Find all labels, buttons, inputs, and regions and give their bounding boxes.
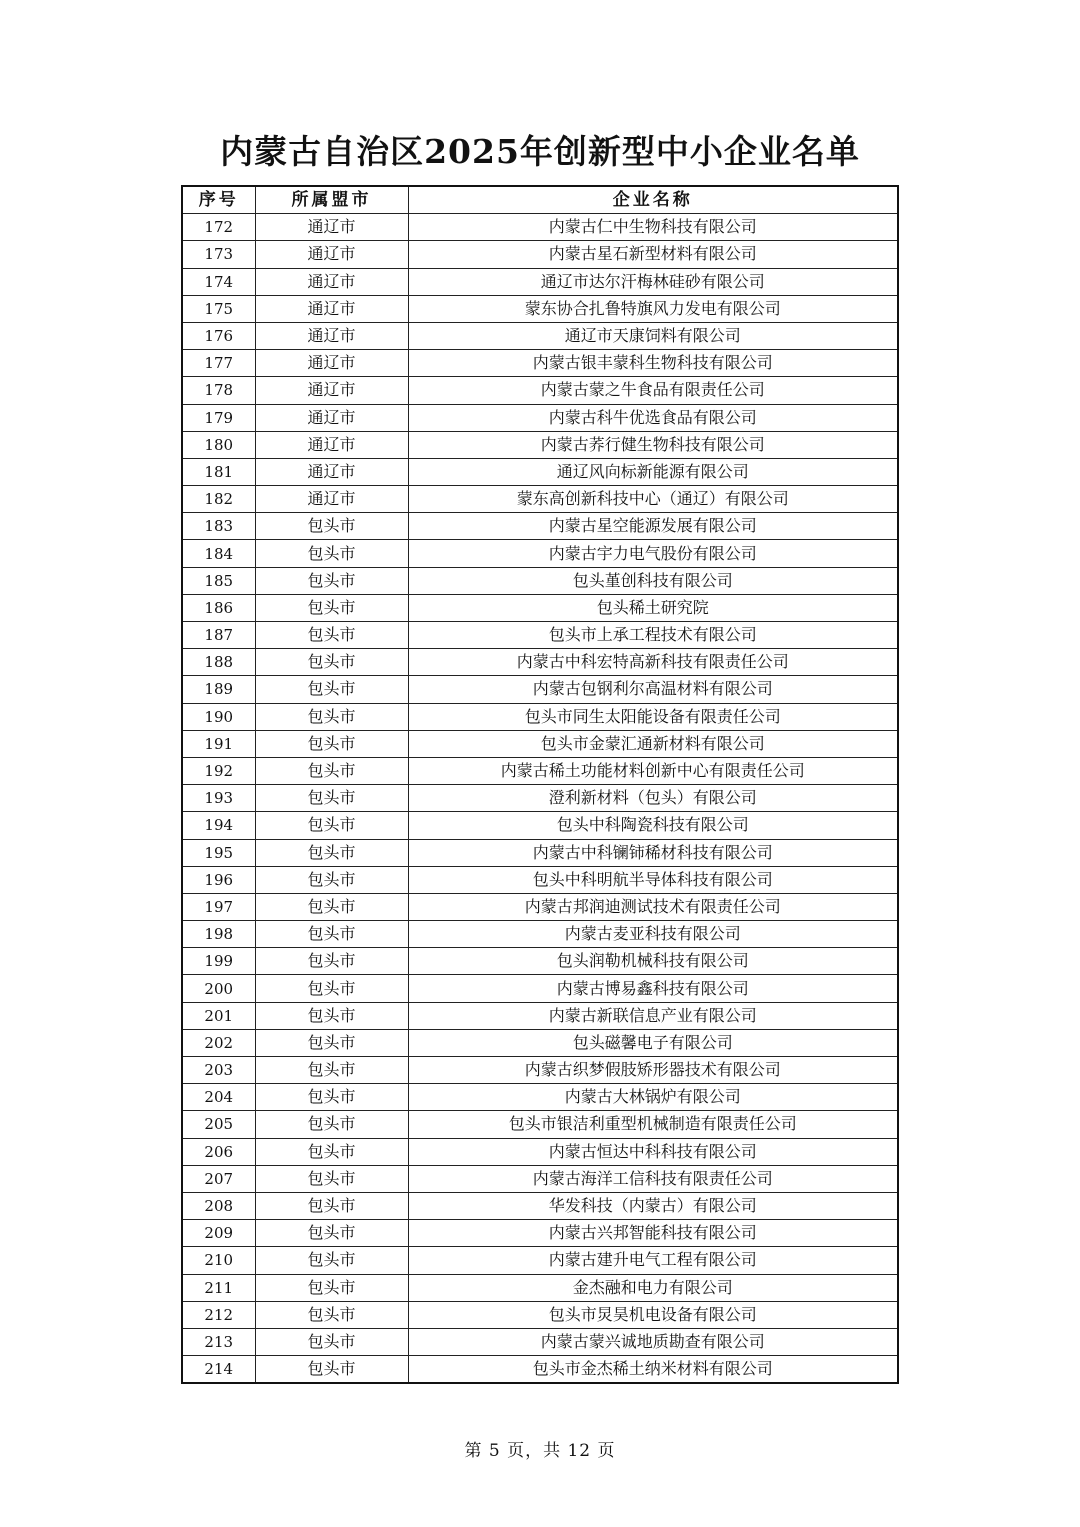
- cell-company: 通辽风向标新能源有限公司: [408, 458, 898, 485]
- cell-city: 包头市: [255, 676, 408, 703]
- cell-city: 包头市: [255, 1356, 408, 1384]
- cell-index: 194: [182, 812, 255, 839]
- table-row: [182, 241, 898, 268]
- cell-company: 内蒙古星石新型材料有限公司: [408, 241, 898, 268]
- cell-index: 197: [182, 893, 255, 920]
- cell-company: 内蒙古包钢利尔高温材料有限公司: [408, 676, 898, 703]
- cell-company: 内蒙古中科镧铈稀材科技有限公司: [408, 839, 898, 866]
- cell-index: 186: [182, 594, 255, 621]
- cell-index: 214: [182, 1356, 255, 1384]
- cell-company: 包头市银洁利重型机械制造有限责任公司: [408, 1111, 898, 1138]
- cell-index: 180: [182, 431, 255, 458]
- cell-company: 内蒙古星空能源发展有限公司: [408, 513, 898, 540]
- cell-index: 205: [182, 1111, 255, 1138]
- table-row: [182, 975, 898, 1002]
- column-header-company: 企业名称: [408, 186, 898, 214]
- cell-city: 包头市: [255, 785, 408, 812]
- cell-city: 通辽市: [255, 431, 408, 458]
- cell-company: 包头中科陶瓷科技有限公司: [408, 812, 898, 839]
- cell-index: 211: [182, 1274, 255, 1301]
- table-row: [182, 214, 898, 241]
- table-row: [182, 757, 898, 784]
- cell-company: 内蒙古蒙之牛食品有限责任公司: [408, 377, 898, 404]
- cell-company: 包头市上承工程技术有限公司: [408, 622, 898, 649]
- cell-company: 内蒙古博易鑫科技有限公司: [408, 975, 898, 1002]
- cell-city: 包头市: [255, 730, 408, 757]
- cell-company: 内蒙古仁中生物科技有限公司: [408, 214, 898, 241]
- table-row: [182, 785, 898, 812]
- cell-city: 包头市: [255, 1247, 408, 1274]
- cell-city: 包头市: [255, 1220, 408, 1247]
- cell-city: 通辽市: [255, 458, 408, 485]
- cell-city: 包头市: [255, 921, 408, 948]
- cell-index: 208: [182, 1192, 255, 1219]
- table-row: [182, 404, 898, 431]
- cell-city: 通辽市: [255, 214, 408, 241]
- cell-company: 蒙东协合扎鲁特旗风力发电有限公司: [408, 295, 898, 322]
- table-row: [182, 1002, 898, 1029]
- table-row: [182, 866, 898, 893]
- cell-city: 通辽市: [255, 295, 408, 322]
- cell-city: 包头市: [255, 513, 408, 540]
- cell-city: 包头市: [255, 1274, 408, 1301]
- table-row: [182, 703, 898, 730]
- cell-city: 包头市: [255, 948, 408, 975]
- cell-company: 包头市金杰稀土纳米材料有限公司: [408, 1356, 898, 1384]
- cell-company: 内蒙古海洋工信科技有限责任公司: [408, 1165, 898, 1192]
- cell-city: 通辽市: [255, 404, 408, 431]
- cell-company: 内蒙古织梦假肢矫形器技术有限公司: [408, 1057, 898, 1084]
- cell-city: 包头市: [255, 1111, 408, 1138]
- cell-company: 内蒙古大林锅炉有限公司: [408, 1084, 898, 1111]
- table-row: [182, 676, 898, 703]
- table-row: [182, 1084, 898, 1111]
- cell-company: 内蒙古麦亚科技有限公司: [408, 921, 898, 948]
- table-row: [182, 1138, 898, 1165]
- cell-city: 包头市: [255, 649, 408, 676]
- cell-city: 包头市: [255, 594, 408, 621]
- cell-company: 内蒙古荞行健生物科技有限公司: [408, 431, 898, 458]
- table-row: [182, 594, 898, 621]
- cell-index: 196: [182, 866, 255, 893]
- table-row: [182, 1165, 898, 1192]
- table-header: [182, 186, 898, 214]
- cell-city: 包头市: [255, 1165, 408, 1192]
- cell-city: 包头市: [255, 703, 408, 730]
- table-row: [182, 1247, 898, 1274]
- table-row: [182, 268, 898, 295]
- cell-index: 183: [182, 513, 255, 540]
- cell-city: 包头市: [255, 622, 408, 649]
- cell-index: 172: [182, 214, 255, 241]
- cell-index: 201: [182, 1002, 255, 1029]
- cell-company: 包头堇创科技有限公司: [408, 567, 898, 594]
- cell-company: 内蒙古科牛优选食品有限公司: [408, 404, 898, 431]
- cell-company: 内蒙古稀土功能材料创新中心有限责任公司: [408, 757, 898, 784]
- cell-city: 包头市: [255, 540, 408, 567]
- cell-index: 176: [182, 322, 255, 349]
- cell-city: 包头市: [255, 893, 408, 920]
- cell-company: 金杰融和电力有限公司: [408, 1274, 898, 1301]
- table-row: [182, 812, 898, 839]
- cell-company: 内蒙古兴邦智能科技有限公司: [408, 1220, 898, 1247]
- cell-index: 209: [182, 1220, 255, 1247]
- cell-company: 包头市炅昊机电设备有限公司: [408, 1301, 898, 1328]
- table-row: [182, 1328, 898, 1355]
- cell-company: 内蒙古新联信息产业有限公司: [408, 1002, 898, 1029]
- cell-city: 包头市: [255, 812, 408, 839]
- table-row: [182, 1274, 898, 1301]
- cell-company: 通辽市达尔汗梅林硅砂有限公司: [408, 268, 898, 295]
- cell-company: 内蒙古恒达中科科技有限公司: [408, 1138, 898, 1165]
- cell-index: 185: [182, 567, 255, 594]
- cell-index: 181: [182, 458, 255, 485]
- cell-index: 173: [182, 241, 255, 268]
- table-row: [182, 513, 898, 540]
- table-row: [182, 1192, 898, 1219]
- cell-index: 206: [182, 1138, 255, 1165]
- cell-city: 包头市: [255, 975, 408, 1002]
- cell-city: 包头市: [255, 567, 408, 594]
- cell-index: 192: [182, 757, 255, 784]
- cell-index: 177: [182, 350, 255, 377]
- cell-index: 190: [182, 703, 255, 730]
- cell-index: 178: [182, 377, 255, 404]
- cell-index: 187: [182, 622, 255, 649]
- cell-index: 203: [182, 1057, 255, 1084]
- cell-index: 199: [182, 948, 255, 975]
- cell-city: 包头市: [255, 1328, 408, 1355]
- cell-index: 198: [182, 921, 255, 948]
- cell-index: 202: [182, 1029, 255, 1056]
- cell-city: 包头市: [255, 1301, 408, 1328]
- cell-index: 175: [182, 295, 255, 322]
- cell-company: 内蒙古银丰蒙科生物科技有限公司: [408, 350, 898, 377]
- cell-index: 195: [182, 839, 255, 866]
- cell-index: 200: [182, 975, 255, 1002]
- cell-city: 包头市: [255, 1138, 408, 1165]
- cell-city: 通辽市: [255, 268, 408, 295]
- cell-company: 通辽市天康饲料有限公司: [408, 322, 898, 349]
- cell-company: 包头磁馨电子有限公司: [408, 1029, 898, 1056]
- cell-index: 188: [182, 649, 255, 676]
- cell-city: 包头市: [255, 1084, 408, 1111]
- cell-company: 包头稀土研究院: [408, 594, 898, 621]
- cell-index: 210: [182, 1247, 255, 1274]
- cell-index: 189: [182, 676, 255, 703]
- cell-company: 包头中科明航半导体科技有限公司: [408, 866, 898, 893]
- cell-city: 包头市: [255, 1029, 408, 1056]
- cell-index: 212: [182, 1301, 255, 1328]
- table-row: [182, 622, 898, 649]
- cell-city: 包头市: [255, 839, 408, 866]
- cell-index: 193: [182, 785, 255, 812]
- column-header-index: 序号: [182, 186, 255, 214]
- table-row: [182, 458, 898, 485]
- cell-index: 174: [182, 268, 255, 295]
- table-row: [182, 377, 898, 404]
- cell-city: 包头市: [255, 1002, 408, 1029]
- table-row: [182, 1057, 898, 1084]
- cell-city: 包头市: [255, 757, 408, 784]
- table-row: [182, 1301, 898, 1328]
- cell-index: 207: [182, 1165, 255, 1192]
- cell-company: 包头润勒机械科技有限公司: [408, 948, 898, 975]
- table-body: [182, 214, 898, 1384]
- cell-city: 包头市: [255, 866, 408, 893]
- cell-index: 184: [182, 540, 255, 567]
- cell-city: 包头市: [255, 1192, 408, 1219]
- table-row: [182, 567, 898, 594]
- cell-city: 通辽市: [255, 322, 408, 349]
- cell-city: 通辽市: [255, 377, 408, 404]
- enterprise-table: [181, 185, 899, 1384]
- cell-company: 华发科技（内蒙古）有限公司: [408, 1192, 898, 1219]
- cell-index: 213: [182, 1328, 255, 1355]
- table-row: [182, 322, 898, 349]
- cell-company: 内蒙古中科宏特高新科技有限责任公司: [408, 649, 898, 676]
- cell-index: 179: [182, 404, 255, 431]
- page-title: 内蒙古自治区2025年创新型中小企业名单: [220, 132, 860, 171]
- cell-index: 204: [182, 1084, 255, 1111]
- table-row: [182, 1111, 898, 1138]
- cell-company: 包头市金蒙汇通新材料有限公司: [408, 730, 898, 757]
- table-row: [182, 893, 898, 920]
- cell-company: 澄利新材料（包头）有限公司: [408, 785, 898, 812]
- table-row: [182, 921, 898, 948]
- page-footer: 第 5 页，共 12 页: [464, 1441, 616, 1461]
- table-row: [182, 295, 898, 322]
- column-header-city: 所属盟市: [255, 186, 408, 214]
- cell-city: 通辽市: [255, 486, 408, 513]
- table-row: [182, 948, 898, 975]
- cell-company: 内蒙古邦润迪测试技术有限责任公司: [408, 893, 898, 920]
- table-row: [182, 540, 898, 567]
- header-row: [182, 186, 898, 214]
- cell-index: 191: [182, 730, 255, 757]
- table-row: [182, 730, 898, 757]
- cell-city: 包头市: [255, 1057, 408, 1084]
- cell-company: 内蒙古蒙兴诚地质勘查有限公司: [408, 1328, 898, 1355]
- cell-city: 通辽市: [255, 350, 408, 377]
- cell-company: 内蒙古宇力电气股份有限公司: [408, 540, 898, 567]
- table-row: [182, 649, 898, 676]
- table-row: [182, 1356, 898, 1384]
- table-row: [182, 350, 898, 377]
- cell-company: 内蒙古建升电气工程有限公司: [408, 1247, 898, 1274]
- cell-company: 蒙东高创新科技中心（通辽）有限公司: [408, 486, 898, 513]
- cell-company: 包头市同生太阳能设备有限责任公司: [408, 703, 898, 730]
- cell-city: 通辽市: [255, 241, 408, 268]
- table-row: [182, 486, 898, 513]
- table-row: [182, 431, 898, 458]
- table-row: [182, 1220, 898, 1247]
- table-row: [182, 839, 898, 866]
- table-row: [182, 1029, 898, 1056]
- cell-index: 182: [182, 486, 255, 513]
